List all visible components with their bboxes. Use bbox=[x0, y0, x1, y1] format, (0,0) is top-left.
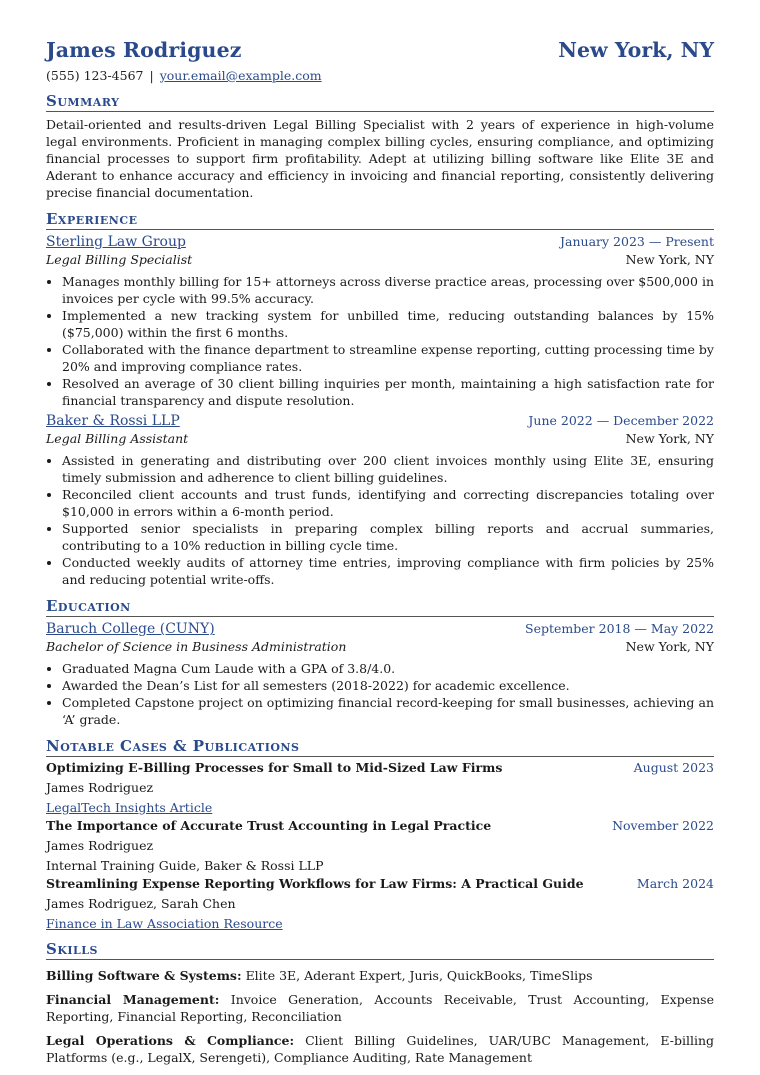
publication-authors: James Rodriguez bbox=[46, 780, 154, 795]
experience-location: New York, NY bbox=[625, 252, 714, 267]
publication-item bbox=[46, 760, 714, 815]
skill-category: Financial Management: bbox=[46, 992, 220, 1007]
experience-bullet: • Collaborated with the finance department to streamline expense reporting, cutting processing time by 20% and improving compliance rates. bbox=[62, 341, 714, 375]
skills-list bbox=[46, 967, 714, 1066]
publication-item bbox=[46, 818, 714, 873]
experience-heading: Experience bbox=[46, 210, 714, 230]
education-heading: Education bbox=[46, 597, 714, 617]
education-list bbox=[46, 621, 714, 728]
publication-title: The Importance of Accurate Trust Accounting in Legal Practice bbox=[46, 818, 492, 833]
experience-organization-link[interactable]: Sterling Law Group bbox=[46, 234, 186, 250]
publication-title: Optimizing E-Billing Processes for Small to Mid-Sized Law Firms bbox=[46, 760, 503, 775]
experience-role: Legal Billing Assistant bbox=[46, 431, 189, 446]
experience-entry-header bbox=[46, 413, 714, 429]
experience-dates: January 2023 — Present bbox=[560, 234, 714, 249]
education-role: Bachelor of Science in Business Administration bbox=[46, 639, 347, 654]
experience-bullet: • Assisted in generating and distributing over 200 client invoices monthly using Elite 3E, ensuring timely submission and adherence to client billing guidelines. bbox=[62, 452, 714, 486]
candidate-name: James Rodriguez bbox=[46, 38, 242, 62]
experience-bullet-list bbox=[46, 273, 714, 409]
summary-heading: Summary bbox=[46, 92, 714, 112]
experience-role: Legal Billing Specialist bbox=[46, 252, 193, 267]
publication-source: Internal Training Guide, Baker & Rossi LLP bbox=[46, 858, 324, 873]
contact-separator: | bbox=[149, 68, 154, 83]
publication-source-link[interactable]: Finance in Law Association Resource bbox=[46, 916, 283, 931]
skill-row bbox=[46, 967, 714, 984]
education-bullet-list bbox=[46, 660, 714, 728]
publications-heading: Notable Cases & Publications bbox=[46, 737, 714, 757]
phone-number: (555) 123-4567 bbox=[46, 68, 144, 83]
experience-list bbox=[46, 234, 714, 588]
experience-entry-subheader bbox=[46, 252, 714, 267]
experience-bullet: • Supported senior specialists in preparing complex billing reports and accrual summaries, contributing to a 10% reduction in billing cycle time. bbox=[62, 520, 714, 554]
contact-line bbox=[46, 68, 714, 83]
experience-bullet: • Resolved an average of 30 client billing inquiries per month, maintaining a high satisfaction rate for financial transparency and dispute resolution. bbox=[62, 375, 714, 409]
experience-organization-link[interactable]: Baker & Rossi LLP bbox=[46, 413, 180, 429]
experience-bullet-list bbox=[46, 452, 714, 588]
education-dates: September 2018 — May 2022 bbox=[525, 621, 714, 636]
candidate-location: New York, NY bbox=[558, 38, 714, 62]
resume-header bbox=[46, 38, 714, 62]
skill-category: Legal Operations & Compliance: bbox=[46, 1033, 295, 1048]
skill-row bbox=[46, 1032, 714, 1066]
publication-date: March 2024 bbox=[636, 876, 714, 891]
publications-list bbox=[46, 760, 714, 931]
skill-category: Billing Software & Systems: bbox=[46, 968, 242, 983]
publication-header bbox=[46, 818, 714, 833]
skill-values: Elite 3E, Aderant Expert, Juris, QuickBooks, TimeSlips bbox=[245, 968, 593, 983]
publication-item bbox=[46, 876, 714, 931]
skills-heading: Skills bbox=[46, 940, 714, 960]
experience-bullet: • Manages monthly billing for 15+ attorneys across diverse practice areas, processing over $500,000 in invoices per cycle with 99.5% accuracy. bbox=[62, 273, 714, 307]
publication-date: November 2022 bbox=[612, 818, 714, 833]
publication-source-link[interactable]: LegalTech Insights Article bbox=[46, 800, 213, 815]
education-location: New York, NY bbox=[625, 639, 714, 654]
publication-authors: James Rodriguez, Sarah Chen bbox=[46, 896, 236, 911]
publication-authors: James Rodriguez bbox=[46, 838, 154, 853]
skill-values: Client Billing Guidelines, UAR/UBC Management, E-billing Platforms (e.g., LegalX, Serengeti), Compliance Auditing, Rate Management bbox=[46, 1033, 714, 1065]
experience-bullet: • Implemented a new tracking system for unbilled time, reducing outstanding balances by 15% ($75,000) within the first 6 months. bbox=[62, 307, 714, 341]
education-bullet: • Awarded the Dean’s List for all semesters (2018-2022) for academic excellence. bbox=[62, 677, 714, 694]
skill-row bbox=[46, 991, 714, 1025]
education-organization-link[interactable]: Baruch College (CUNY) bbox=[46, 621, 215, 637]
publication-date: August 2023 bbox=[633, 760, 714, 775]
experience-bullet: • Reconciled client accounts and trust funds, identifying and correcting discrepancies totaling over $10,000 in errors within a 6-month period. bbox=[62, 486, 714, 520]
experience-entry-subheader bbox=[46, 431, 714, 446]
education-bullet: • Completed Capstone project on optimizing financial record-keeping for small businesses, achieving an ‘A’ grade. bbox=[62, 694, 714, 728]
experience-entry-header bbox=[46, 234, 714, 250]
experience-location: New York, NY bbox=[625, 431, 714, 446]
education-entry-subheader bbox=[46, 639, 714, 654]
experience-bullet: • Conducted weekly audits of attorney time entries, improving compliance with firm policies by 25% and reducing potential write-offs. bbox=[62, 554, 714, 588]
education-bullet: • Graduated Magna Cum Laude with a GPA of 3.8/4.0. bbox=[62, 660, 714, 677]
email-link[interactable]: your.email@example.com bbox=[159, 68, 322, 83]
skill-values: Invoice Generation, Accounts Receivable, Trust Accounting, Expense Reporting, Financial Reporting, Reconciliation bbox=[46, 992, 714, 1024]
publication-header bbox=[46, 760, 714, 775]
publication-title: Streamlining Expense Reporting Workflows for Law Firms: A Practical Guide bbox=[46, 876, 584, 891]
experience-dates: June 2022 — December 2022 bbox=[528, 413, 714, 428]
publication-header bbox=[46, 876, 714, 891]
education-entry-header bbox=[46, 621, 714, 637]
summary-text: Detail-oriented and results-driven Legal Billing Specialist with 2 years of experience in high-volume legal environments. Proficient in managing complex billing cycles, ensuring compliance, and optimizing financial processes to support firm profitability. Adept at utilizing billing software like Elite 3E and Aderant to enhance accuracy and efficiency in invoicing and financial reporting, consistently delivering precise financial documentation. bbox=[46, 117, 714, 200]
